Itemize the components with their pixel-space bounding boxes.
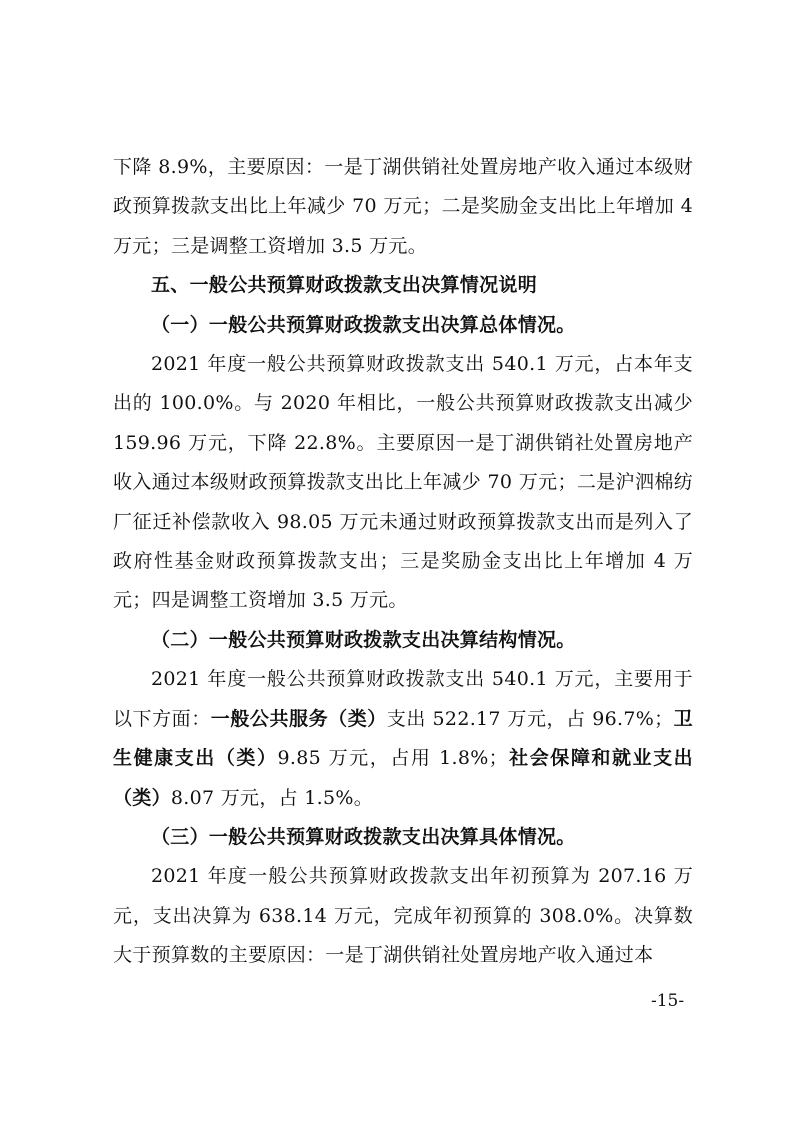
paragraph-overall: 2021 年度一般公共预算财政拨款支出 540.1 万元，占本年支出的 100.0%。与 2020 年相比，一般公共预算财政拨款支出减少 159.96 万元，下降 22.8%。主要原因一是丁湖供销社处置房地产收入通过本级财政预算拨款支出比上年减少 70 万元；二是沪泗棉纺厂征迁补偿款收入 98.05 万元未通过财政预算拨款支出而是列入了政府性基金财政预算拨款支出；三是奖励金支出比上年增加 4 万元；四是调整工资增加 3.5 万元。 bbox=[113, 353, 693, 612]
structure-text-2: 支出 522.17 万元，占 96.7%； bbox=[386, 707, 674, 730]
subsection-heading-1: （一）一般公共预算财政拨款支出决算总体情况。 bbox=[151, 313, 576, 336]
section-heading-5: 五、一般公共预算财政拨款支出决算情况说明 bbox=[151, 274, 538, 297]
structure-text-3: 9.85 万元，占用 1.8%； bbox=[277, 747, 508, 770]
structure-text-1: 2021 年度一般公共预算财政拨款支出 540.1 万元，主要用于以下方面： bbox=[113, 668, 693, 730]
page-number: -15- bbox=[651, 991, 685, 1011]
structure-text-4: 8.07 万元，占 1.5%。 bbox=[170, 786, 374, 809]
subsection-heading-3: （三）一般公共预算财政拨款支出决算具体情况。 bbox=[151, 825, 576, 848]
subsection-heading-2: （二）一般公共预算财政拨款支出决算结构情况。 bbox=[151, 628, 576, 651]
document-body bbox=[113, 148, 693, 976]
structure-bold-health: 卫生健康支出（类） bbox=[113, 707, 693, 770]
paragraph-specific: 2021 年度一般公共预算财政拨款支出年初预算为 207.16 万元，支出决算为 638.14 万元，完成年初预算的 308.0%。决算数大于预算数的主要原因：一是丁湖供销社处置房地产收入通过本 bbox=[113, 865, 693, 967]
structure-bold-social-security: 社会保障和就业支出（类） bbox=[113, 747, 693, 809]
paragraph-continued: 下降 8.9%，主要原因：一是丁湖供销社处置房地产收入通过本级财政预算拨款支出比上年减少 70 万元；二是奖励金支出比上年增加 4 万元；三是调整工资增加 3.5 万元。 bbox=[113, 156, 693, 257]
structure-bold-general-services: 一般公共服务（类） bbox=[210, 707, 387, 730]
paragraph-structure bbox=[113, 660, 693, 818]
